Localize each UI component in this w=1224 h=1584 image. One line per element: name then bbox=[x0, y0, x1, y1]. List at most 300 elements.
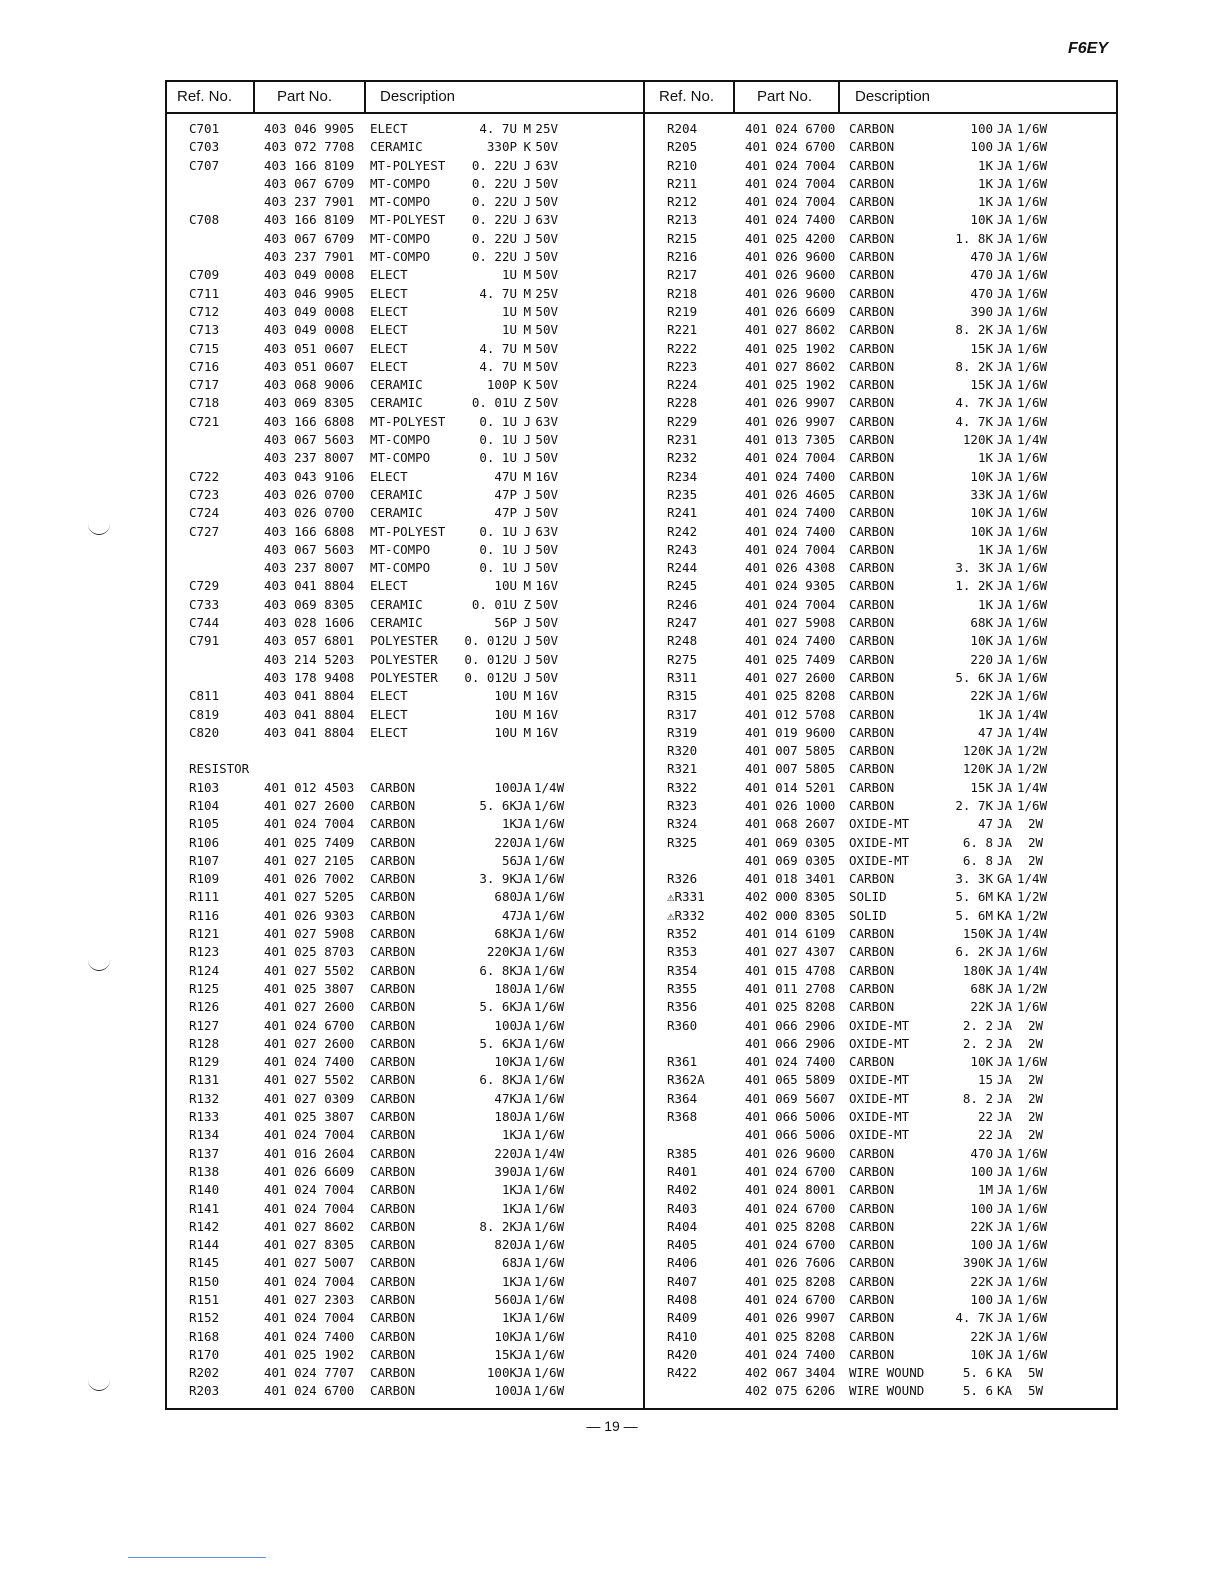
part-no: 401 027 8602 bbox=[745, 358, 836, 374]
value: 5. 6K bbox=[479, 797, 517, 813]
rating: 2W bbox=[1027, 1127, 1043, 1143]
part-no: 401 027 5908 bbox=[264, 926, 355, 942]
table-row bbox=[645, 120, 1120, 138]
rating: 50V bbox=[535, 377, 558, 393]
tolerance: JA bbox=[515, 779, 531, 795]
table-row bbox=[167, 888, 643, 906]
description: CARBON bbox=[849, 432, 895, 448]
table-row bbox=[167, 1017, 643, 1035]
value: 180 bbox=[494, 980, 517, 996]
description: CARBON bbox=[370, 1109, 416, 1125]
part-no: 401 026 6609 bbox=[264, 1163, 355, 1179]
rating: 50V bbox=[535, 230, 558, 246]
value: 6. 8K bbox=[479, 1072, 517, 1088]
header-ref-left: Ref. No. bbox=[177, 88, 233, 105]
value: 68K bbox=[494, 926, 517, 942]
table-row bbox=[167, 706, 643, 724]
description: CARBON bbox=[849, 1346, 895, 1362]
ref-no: R212 bbox=[667, 194, 698, 210]
rating: 1/6W bbox=[1017, 1237, 1048, 1253]
rating: 1/6W bbox=[1017, 1273, 1048, 1289]
value: 10K bbox=[494, 1328, 517, 1344]
part-no: 401 069 5607 bbox=[745, 1090, 836, 1106]
ref-no: R405 bbox=[667, 1237, 698, 1253]
value: 180K bbox=[962, 962, 993, 978]
table-row bbox=[167, 1273, 643, 1291]
ref-no: C713 bbox=[189, 322, 220, 338]
part-no: 401 025 3807 bbox=[264, 980, 355, 996]
part-no: 401 024 7004 bbox=[745, 194, 836, 210]
value: 22K bbox=[970, 1328, 993, 1344]
description: CARBON bbox=[849, 999, 895, 1015]
table-row bbox=[645, 797, 1120, 815]
page-number: — 19 — bbox=[586, 1418, 638, 1434]
table-row bbox=[645, 1273, 1120, 1291]
description: CARBON bbox=[849, 1255, 895, 1271]
description: POLYESTER bbox=[370, 633, 438, 649]
table-row bbox=[167, 248, 643, 266]
rating: 1/6W bbox=[1017, 486, 1048, 502]
tolerance: JA bbox=[996, 1145, 1012, 1161]
value: 56P bbox=[494, 615, 517, 631]
value: 15K bbox=[970, 377, 993, 393]
part-no: 401 024 7400 bbox=[264, 1054, 355, 1070]
ref-no: R222 bbox=[667, 340, 698, 356]
description: CARBON bbox=[370, 1145, 416, 1161]
rating: 1/6W bbox=[534, 1328, 565, 1344]
value: 10U bbox=[494, 706, 517, 722]
tolerance: J bbox=[523, 413, 531, 429]
table-row bbox=[167, 449, 643, 467]
table-row bbox=[645, 1291, 1120, 1309]
table-row bbox=[167, 431, 643, 449]
part-no: 401 024 7400 bbox=[745, 523, 836, 539]
rating: 1/2W bbox=[1017, 980, 1048, 996]
part-no: 403 072 7708 bbox=[264, 139, 355, 155]
tolerance: JA bbox=[515, 1090, 531, 1106]
part-no: 402 067 3404 bbox=[745, 1365, 836, 1381]
table-row bbox=[167, 376, 643, 394]
description: CERAMIC bbox=[370, 139, 423, 155]
ref-no: C727 bbox=[189, 523, 220, 539]
description: WIRE WOUND bbox=[849, 1383, 925, 1399]
value: 1K bbox=[501, 1200, 517, 1216]
description: CARBON bbox=[849, 212, 895, 228]
part-no: 401 024 7004 bbox=[264, 1273, 355, 1289]
part-no: 403 214 5203 bbox=[264, 651, 355, 667]
tolerance: JA bbox=[515, 1163, 531, 1179]
tolerance: JA bbox=[515, 907, 531, 923]
part-no: 401 026 7606 bbox=[745, 1255, 836, 1271]
ref-no: C715 bbox=[189, 340, 220, 356]
tolerance: JA bbox=[515, 834, 531, 850]
description: CARBON bbox=[370, 1017, 416, 1033]
ref-no: R407 bbox=[667, 1273, 698, 1289]
part-no: 403 046 9905 bbox=[264, 285, 355, 301]
table-row bbox=[645, 1346, 1120, 1364]
part-no: 403 028 1606 bbox=[264, 615, 355, 631]
ref-no: R401 bbox=[667, 1163, 698, 1179]
table-row bbox=[167, 596, 643, 614]
header-divider bbox=[733, 82, 735, 112]
table-row bbox=[645, 577, 1120, 595]
value: 0. 22U bbox=[471, 175, 517, 191]
part-no: 401 024 7004 bbox=[745, 175, 836, 191]
tolerance: JA bbox=[515, 871, 531, 887]
part-no: 401 024 7707 bbox=[264, 1365, 355, 1381]
tolerance: JA bbox=[996, 1054, 1012, 1070]
rating: 2W bbox=[1027, 1072, 1043, 1088]
description: ELECT bbox=[370, 724, 408, 740]
table-row bbox=[645, 1382, 1120, 1400]
header-divider bbox=[253, 82, 255, 112]
ref-no: R211 bbox=[667, 175, 698, 191]
table-row bbox=[167, 303, 643, 321]
part-no: 401 027 0309 bbox=[264, 1090, 355, 1106]
ref-no: R213 bbox=[667, 212, 698, 228]
value: 470 bbox=[970, 249, 993, 265]
rating: 2W bbox=[1027, 1090, 1043, 1106]
tolerance: JA bbox=[515, 999, 531, 1015]
rating: 2W bbox=[1027, 852, 1043, 868]
description: CERAMIC bbox=[370, 377, 423, 393]
ref-no: R134 bbox=[189, 1127, 220, 1143]
value: 560 bbox=[494, 1292, 517, 1307]
tolerance: KA bbox=[996, 1365, 1012, 1381]
table-row bbox=[645, 779, 1120, 797]
value: 10U bbox=[494, 724, 517, 740]
ref-no: R403 bbox=[667, 1200, 698, 1216]
header-part-left: Part No. bbox=[277, 88, 333, 105]
table-row bbox=[645, 504, 1120, 522]
ref-no: R243 bbox=[667, 541, 698, 557]
rating: 50V bbox=[535, 175, 558, 191]
rating: 1/6W bbox=[1017, 249, 1048, 265]
table-row bbox=[645, 303, 1120, 321]
table-row bbox=[645, 340, 1120, 358]
rating: 1/6W bbox=[534, 999, 565, 1015]
ref-no: R203 bbox=[189, 1383, 220, 1399]
description: ELECT bbox=[370, 706, 408, 722]
value: 100 bbox=[494, 1017, 517, 1033]
table-row bbox=[167, 230, 643, 248]
ref-no: R319 bbox=[667, 724, 698, 740]
description: CARBON bbox=[849, 797, 895, 813]
rating: 1/6W bbox=[1017, 1182, 1048, 1198]
rating: 5W bbox=[1027, 1383, 1043, 1399]
part-no: 401 027 8305 bbox=[264, 1237, 355, 1253]
tolerance: JA bbox=[996, 1273, 1012, 1289]
rating: 1/6W bbox=[534, 1200, 565, 1216]
rating: 1/6W bbox=[1017, 615, 1048, 631]
tolerance: JA bbox=[996, 267, 1012, 283]
description: CERAMIC bbox=[370, 505, 423, 521]
value: 100 bbox=[970, 121, 993, 136]
description: MT-COMPO bbox=[370, 194, 431, 210]
table-row bbox=[645, 614, 1120, 632]
table-row bbox=[645, 1090, 1120, 1108]
description: ELECT bbox=[370, 267, 408, 283]
part-no: 403 041 8804 bbox=[264, 688, 355, 704]
table-row bbox=[167, 120, 643, 138]
ref-no: R106 bbox=[189, 834, 220, 850]
model-code: F6EY bbox=[1068, 40, 1109, 57]
value: 5. 6K bbox=[955, 669, 993, 685]
table-row bbox=[645, 1108, 1120, 1126]
part-no: 401 024 7004 bbox=[745, 541, 836, 557]
description: CERAMIC bbox=[370, 615, 423, 631]
description: MT-POLYEST bbox=[370, 413, 446, 429]
table-row bbox=[645, 486, 1120, 504]
tolerance: M bbox=[523, 285, 531, 301]
table-row bbox=[167, 193, 643, 211]
table-row bbox=[645, 1017, 1120, 1035]
part-no: 401 026 4308 bbox=[745, 560, 836, 576]
part-no: 401 026 9907 bbox=[745, 395, 836, 411]
table-row bbox=[167, 577, 643, 595]
tolerance: JA bbox=[996, 743, 1012, 759]
tolerance: JA bbox=[515, 1273, 531, 1289]
rating: 50V bbox=[535, 560, 558, 576]
description: CARBON bbox=[370, 1237, 416, 1253]
value: 6. 8K bbox=[479, 962, 517, 978]
rating: 1/6W bbox=[1017, 395, 1048, 411]
description: ELECT bbox=[370, 358, 408, 374]
value: 8. 2K bbox=[955, 322, 993, 338]
rating: 50V bbox=[535, 541, 558, 557]
tolerance: JA bbox=[996, 926, 1012, 942]
description: CARBON bbox=[370, 1054, 416, 1070]
ref-no: R105 bbox=[189, 816, 220, 832]
part-no: 403 166 8109 bbox=[264, 212, 355, 228]
description: CARBON bbox=[370, 1273, 416, 1289]
rating: 1/6W bbox=[1017, 358, 1048, 374]
value: 68 bbox=[501, 1255, 517, 1271]
description: CARBON bbox=[370, 1292, 416, 1307]
description: CARBON bbox=[849, 761, 895, 777]
ref-no: C707 bbox=[189, 157, 220, 173]
tolerance: JA bbox=[515, 1237, 531, 1253]
rating: 1/6W bbox=[1017, 468, 1048, 484]
rating: 1/6W bbox=[1017, 1200, 1048, 1216]
part-no: 401 027 8602 bbox=[745, 322, 836, 338]
description: MT-COMPO bbox=[370, 249, 431, 265]
ref-no: R204 bbox=[667, 121, 698, 136]
tolerance: JA bbox=[996, 340, 1012, 356]
description: MT-COMPO bbox=[370, 432, 431, 448]
tolerance: M bbox=[523, 468, 531, 484]
part-no: 401 013 7305 bbox=[745, 432, 836, 448]
tolerance: JA bbox=[996, 1035, 1012, 1051]
table-row bbox=[167, 266, 643, 284]
part-no: 401 066 5006 bbox=[745, 1109, 836, 1125]
table-row bbox=[645, 230, 1120, 248]
ref-no: R121 bbox=[189, 926, 220, 942]
value: 3. 9K bbox=[479, 871, 517, 887]
ref-no: R355 bbox=[667, 980, 698, 996]
rating: 50V bbox=[535, 267, 558, 283]
value: 10K bbox=[970, 633, 993, 649]
description: CARBON bbox=[849, 1218, 895, 1234]
ref-no: R241 bbox=[667, 505, 698, 521]
value: 220 bbox=[494, 1145, 517, 1161]
table-row bbox=[167, 541, 643, 559]
ref-no: R420 bbox=[667, 1346, 698, 1362]
part-no: 401 024 6700 bbox=[745, 139, 836, 155]
ref-no: R410 bbox=[667, 1328, 698, 1344]
part-no: 403 049 0008 bbox=[264, 322, 355, 338]
description: MT-COMPO bbox=[370, 541, 431, 557]
part-no: 403 041 8804 bbox=[264, 724, 355, 740]
table-row bbox=[645, 541, 1120, 559]
ref-no: R248 bbox=[667, 633, 698, 649]
tolerance: JA bbox=[515, 962, 531, 978]
rating: 50V bbox=[535, 322, 558, 338]
table-row bbox=[645, 925, 1120, 943]
value: 0. 1U bbox=[479, 560, 517, 576]
ref-no: R205 bbox=[667, 139, 698, 155]
rating: 1/6W bbox=[1017, 285, 1048, 301]
value: 220 bbox=[494, 834, 517, 850]
tolerance: M bbox=[523, 322, 531, 338]
ref-no: C811 bbox=[189, 688, 220, 704]
rating: 1/6W bbox=[534, 1383, 565, 1399]
header-ref-right: Ref. No. bbox=[659, 88, 715, 105]
table-row bbox=[645, 1126, 1120, 1144]
rating: 1/6W bbox=[1017, 523, 1048, 539]
ref-no: C723 bbox=[189, 486, 220, 502]
header-part-right: Part No. bbox=[757, 88, 813, 105]
rating: 1/4W bbox=[1017, 871, 1048, 887]
table-row bbox=[645, 1254, 1120, 1272]
value: 2. 7K bbox=[955, 797, 993, 813]
description: CARBON bbox=[849, 157, 895, 173]
tolerance: JA bbox=[996, 688, 1012, 704]
rating: 50V bbox=[535, 249, 558, 265]
description: OXIDE-MT bbox=[849, 816, 910, 832]
table-row bbox=[167, 724, 643, 742]
table-row bbox=[167, 559, 643, 577]
description: CARBON bbox=[849, 303, 895, 319]
part-no: 403 041 8804 bbox=[264, 706, 355, 722]
tolerance: JA bbox=[515, 1127, 531, 1143]
table-row bbox=[167, 962, 643, 980]
rating: 1/6W bbox=[1017, 669, 1048, 685]
description: CARBON bbox=[849, 926, 895, 942]
rating: 50V bbox=[535, 615, 558, 631]
table-row bbox=[167, 1145, 643, 1163]
part-no: 401 011 2708 bbox=[745, 980, 836, 996]
value: 22 bbox=[977, 1127, 993, 1143]
description: OXIDE-MT bbox=[849, 1072, 910, 1088]
rating: 1/6W bbox=[534, 1346, 565, 1362]
table-row bbox=[645, 1181, 1120, 1199]
part-no: 401 026 9907 bbox=[745, 1310, 836, 1326]
value: 4. 7U bbox=[479, 285, 517, 301]
ref-no: C716 bbox=[189, 358, 220, 374]
part-no: 403 069 8305 bbox=[264, 596, 355, 612]
value: 120K bbox=[962, 432, 993, 448]
rating: 2W bbox=[1027, 1017, 1043, 1033]
description: CARBON bbox=[849, 523, 895, 539]
rating: 1/6W bbox=[1017, 1255, 1048, 1271]
value: 4. 7U bbox=[479, 340, 517, 356]
value: 6. 8 bbox=[962, 852, 993, 868]
ref-no: R404 bbox=[667, 1218, 698, 1234]
ref-no: C709 bbox=[189, 267, 220, 283]
rating: 1/6W bbox=[1017, 596, 1048, 612]
tolerance: JA bbox=[996, 303, 1012, 319]
description: CARBON bbox=[849, 322, 895, 338]
ref-no: C708 bbox=[189, 212, 220, 228]
ref-no: R317 bbox=[667, 706, 698, 722]
value: 120K bbox=[962, 743, 993, 759]
tolerance: JA bbox=[996, 962, 1012, 978]
rating: 50V bbox=[535, 432, 558, 448]
ref-no: R311 bbox=[667, 669, 698, 685]
tolerance: JA bbox=[996, 706, 1012, 722]
rating: 1/6W bbox=[1017, 1218, 1048, 1234]
rating: 1/6W bbox=[534, 871, 565, 887]
part-no: 403 166 6808 bbox=[264, 413, 355, 429]
value: 1K bbox=[977, 157, 993, 173]
description: CARBON bbox=[849, 1182, 895, 1198]
part-no: 401 027 4307 bbox=[745, 944, 836, 960]
value: 0. 1U bbox=[479, 450, 517, 466]
part-no: 403 237 8007 bbox=[264, 450, 355, 466]
part-no: 402 000 8305 bbox=[745, 889, 836, 905]
rating: 1/6W bbox=[1017, 651, 1048, 667]
part-no: 401 026 9600 bbox=[745, 1145, 836, 1161]
rating: 1/6W bbox=[1017, 505, 1048, 521]
table-row bbox=[645, 266, 1120, 284]
value: 8. 2K bbox=[479, 1218, 517, 1234]
table-row bbox=[645, 157, 1120, 175]
ref-no: R217 bbox=[667, 267, 698, 283]
ref-no: R144 bbox=[189, 1237, 220, 1253]
ref-no: C717 bbox=[189, 377, 220, 393]
ref-no: R320 bbox=[667, 743, 698, 759]
rating: 16V bbox=[535, 706, 558, 722]
rating: 1/2W bbox=[1017, 743, 1048, 759]
tolerance: J bbox=[523, 175, 531, 191]
description: MT-POLYEST bbox=[370, 523, 446, 539]
description: WIRE WOUND bbox=[849, 1365, 925, 1381]
value: 3. 3K bbox=[955, 871, 993, 887]
rating: 1/4W bbox=[1017, 926, 1048, 942]
part-no: 401 025 8208 bbox=[745, 1273, 836, 1289]
ref-no: C712 bbox=[189, 303, 220, 319]
value: 0. 1U bbox=[479, 432, 517, 448]
table-row bbox=[167, 1053, 643, 1071]
ref-no: ⚠R331 bbox=[667, 889, 705, 905]
ref-no: R202 bbox=[189, 1365, 220, 1381]
rating: 1/6W bbox=[534, 1072, 565, 1088]
rating: 1/4W bbox=[1017, 706, 1048, 722]
tolerance: JA bbox=[515, 1383, 531, 1399]
rating: 1/6W bbox=[1017, 322, 1048, 338]
table-row bbox=[167, 1328, 643, 1346]
description: CARBON bbox=[849, 505, 895, 521]
header-divider bbox=[838, 82, 840, 112]
ref-no: C711 bbox=[189, 285, 220, 301]
value: 0. 22U bbox=[471, 194, 517, 210]
ref-no: R352 bbox=[667, 926, 698, 942]
table-row bbox=[167, 687, 643, 705]
value: 0. 01U bbox=[471, 596, 517, 612]
tolerance: JA bbox=[996, 505, 1012, 521]
table-row bbox=[167, 211, 643, 229]
